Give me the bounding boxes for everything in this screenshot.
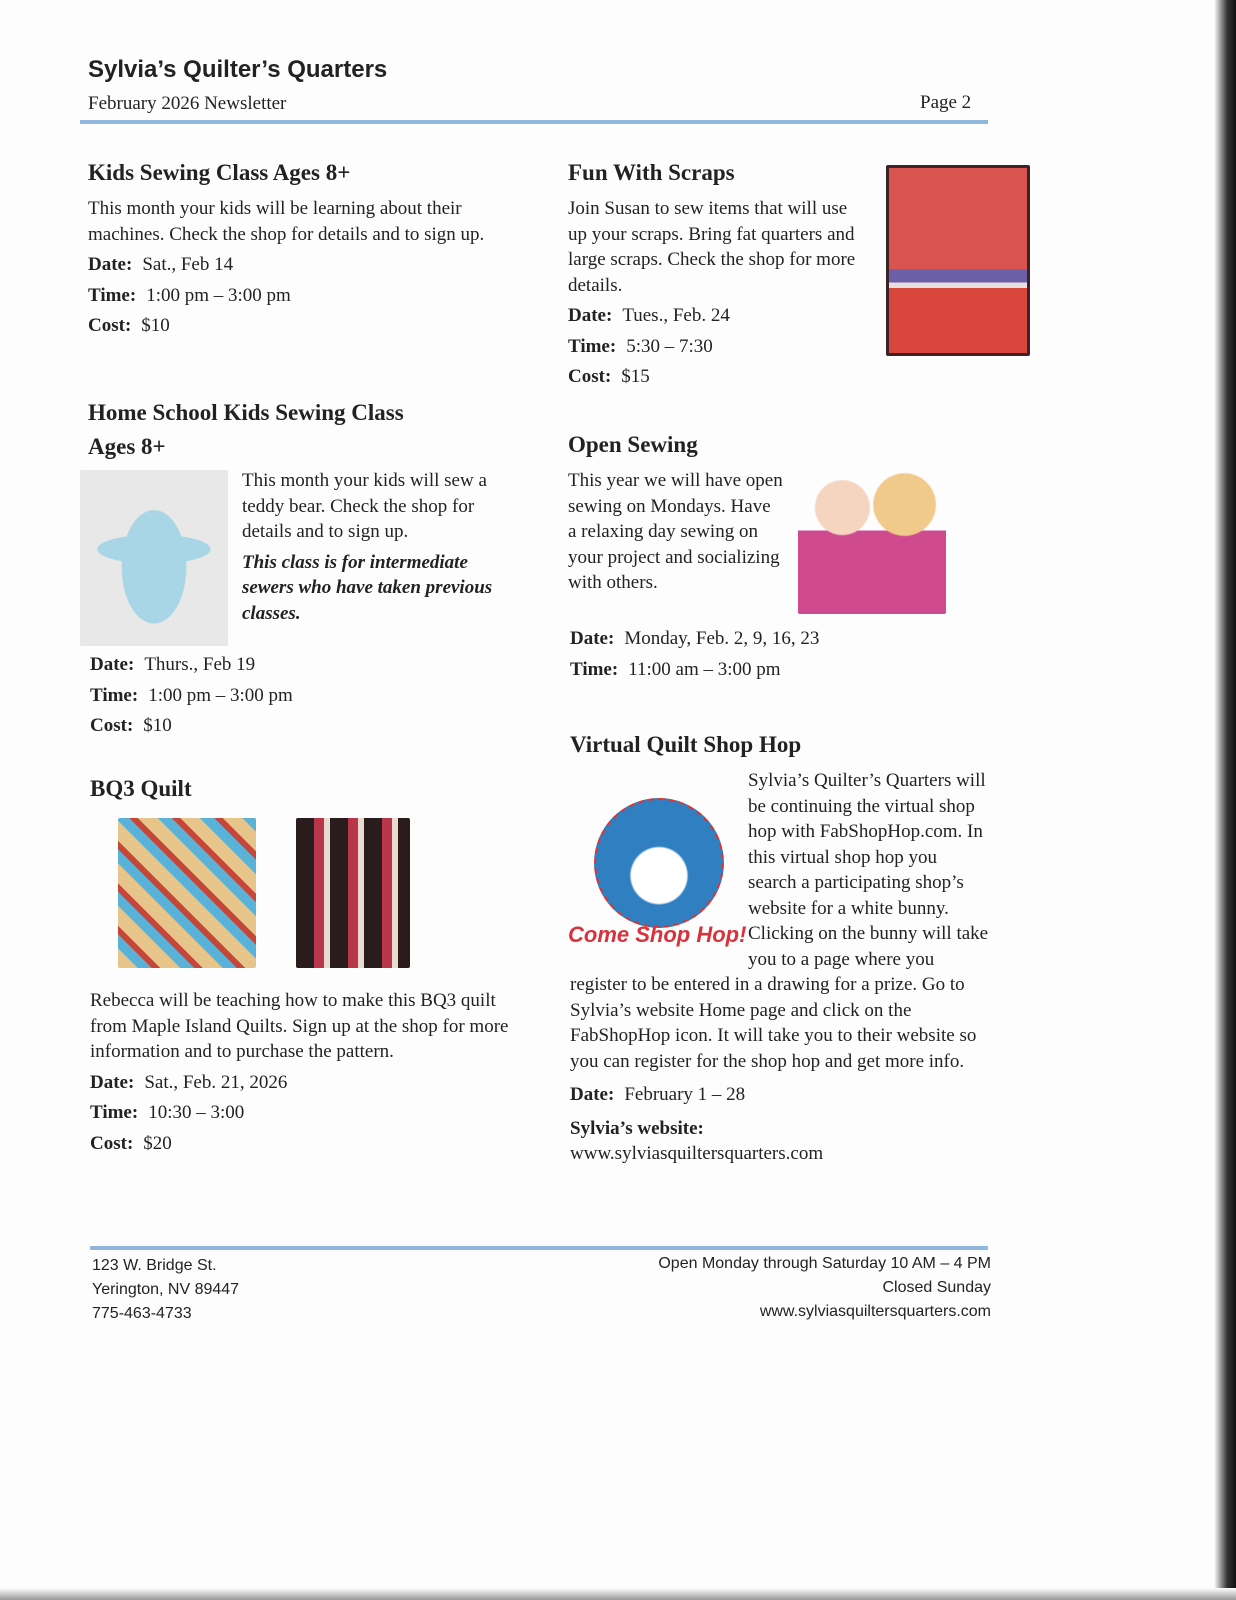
cost-value: $10: [143, 715, 172, 736]
bq3-quilt-photo-2: [296, 818, 410, 968]
website-label: Sylvia’s website:: [570, 1117, 704, 1139]
time-label: Time:: [90, 1102, 139, 1123]
shop-hop-heading-block: [570, 728, 990, 768]
store-hours: Open Monday through Saturday 10 AM – 4 PM: [658, 1255, 991, 1272]
date-label: Date:: [568, 305, 613, 326]
date-value: Thurs., Feb 19: [144, 654, 256, 675]
section-body: Rebecca will be teaching how to make this BQ3 quilt from Maple Island Quilts. Sign up at the shop for more information and to purchase the pattern.: [90, 990, 509, 1062]
homeschool-details: [90, 652, 490, 744]
bq3-body: [90, 988, 510, 1161]
cost-label: Cost:: [568, 366, 612, 387]
closed-day: Closed Sunday: [882, 1279, 991, 1296]
newsletter-title: Sylvia’s Quilter’s Quarters: [88, 56, 388, 83]
sewing-ladies-illustration: [798, 462, 946, 614]
time-value: 1:00 pm – 3:00 pm: [148, 684, 293, 706]
date-label: Date:: [90, 654, 135, 675]
kids-class-section: [88, 156, 508, 344]
scan-edge: [1214, 0, 1236, 1600]
section-heading: Home School Kids Sewing Class Ages 8+: [88, 400, 404, 459]
date-value: Monday, Feb. 2, 9, 16, 23: [624, 628, 820, 649]
scraps-project-photo: [886, 165, 1030, 356]
cost-value: $15: [621, 366, 650, 387]
open-sewing-section: [568, 428, 783, 601]
section-body: This year we will have open sewing on Mondays. Have a relaxing day sewing on your project and socializing with others.: [568, 470, 783, 593]
date-value: February 1 – 28: [624, 1084, 746, 1105]
footer-address: [92, 1254, 239, 1326]
scan-bottom-edge: [0, 1588, 1236, 1600]
logo-text: Come Shop Hop!: [568, 922, 747, 947]
bq3-heading-block: [90, 772, 510, 812]
newsletter-subtitle: February 2026 Newsletter: [88, 93, 287, 114]
website-link[interactable]: www.sylviasquiltersquarters.com: [570, 1143, 824, 1164]
shop-hop-body: [570, 768, 990, 1167]
time-value: 11:00 am – 3:00 pm: [628, 658, 781, 680]
cost-value: $10: [141, 315, 170, 336]
footer-rule: [90, 1246, 988, 1250]
cost-label: Cost:: [88, 315, 132, 336]
section-note: This class is for intermediate sewers who have taken previous classes.: [242, 551, 493, 624]
section-body: Join Susan to sew items that will use up your scraps. Bring fat quarters and large scraps. Check the shop for more details.: [568, 198, 856, 296]
address-line-2: Yerington, NV 89447: [92, 1281, 240, 1298]
date-label: Date:: [570, 628, 615, 649]
date-value: Sat., Feb 14: [142, 254, 234, 275]
section-heading: Open Sewing: [568, 432, 698, 457]
time-value: 10:30 – 3:00: [148, 1102, 245, 1123]
time-label: Time:: [568, 335, 617, 357]
section-heading: BQ3 Quilt: [90, 776, 192, 801]
section-body: This month your kids will be learning about their machines. Check the shop for details and to sign up.: [88, 198, 485, 245]
homeschool-body: [242, 468, 507, 631]
header-rule: [80, 120, 988, 124]
date-label: Date:: [88, 254, 133, 275]
cost-value: $20: [143, 1132, 172, 1154]
section-body: Sylvia’s Quilter’s Quarters will be continuing the virtual shop hop with FabShopHop.com. In this virtual shop hop you search a participating shop’s website for a white bunny. Clicking on the bunny will take you to a page where you register to be entered in a drawing for a prize. Go to Sylvia’s website Home page and click on the FabShopHop icon. It will take you to their website so you can register for the shop hop and get more info.: [570, 770, 989, 1072]
bq3-quilt-photo-1: [118, 818, 256, 968]
address-line-1: 123 W. Bridge St.: [92, 1257, 217, 1274]
date-label: Date:: [570, 1084, 615, 1105]
section-body: This month your kids will sew a teddy bear. Check the shop for details and to sign up.: [242, 470, 487, 542]
cost-label: Cost:: [90, 1132, 134, 1154]
time-label: Time:: [90, 684, 139, 706]
page-number: Page 2: [920, 92, 972, 113]
time-label: Time:: [570, 658, 619, 680]
time-value: 5:30 – 7:30: [626, 335, 713, 357]
date-value: Tues., Feb. 24: [622, 305, 730, 326]
section-heading: Virtual Quilt Shop Hop: [570, 732, 802, 757]
footer-website[interactable]: www.sylviasquiltersquarters.com: [759, 1303, 991, 1320]
homeschool-heading-block: [88, 396, 438, 470]
date-value: Sat., Feb. 21, 2026: [144, 1071, 288, 1093]
footer-hours: [658, 1252, 991, 1324]
time-label: Time:: [88, 284, 137, 306]
phone-number: 775-463-4733: [92, 1305, 192, 1322]
cost-label: Cost:: [90, 715, 134, 736]
section-heading: Kids Sewing Class Ages 8+: [88, 160, 351, 185]
teddy-bear-photo: [80, 470, 228, 646]
date-label: Date:: [90, 1071, 135, 1093]
section-heading: Fun With Scraps: [568, 160, 735, 185]
scraps-section: [568, 156, 863, 395]
open-sewing-details: [570, 626, 970, 687]
time-value: 1:00 pm – 3:00 pm: [146, 284, 291, 306]
